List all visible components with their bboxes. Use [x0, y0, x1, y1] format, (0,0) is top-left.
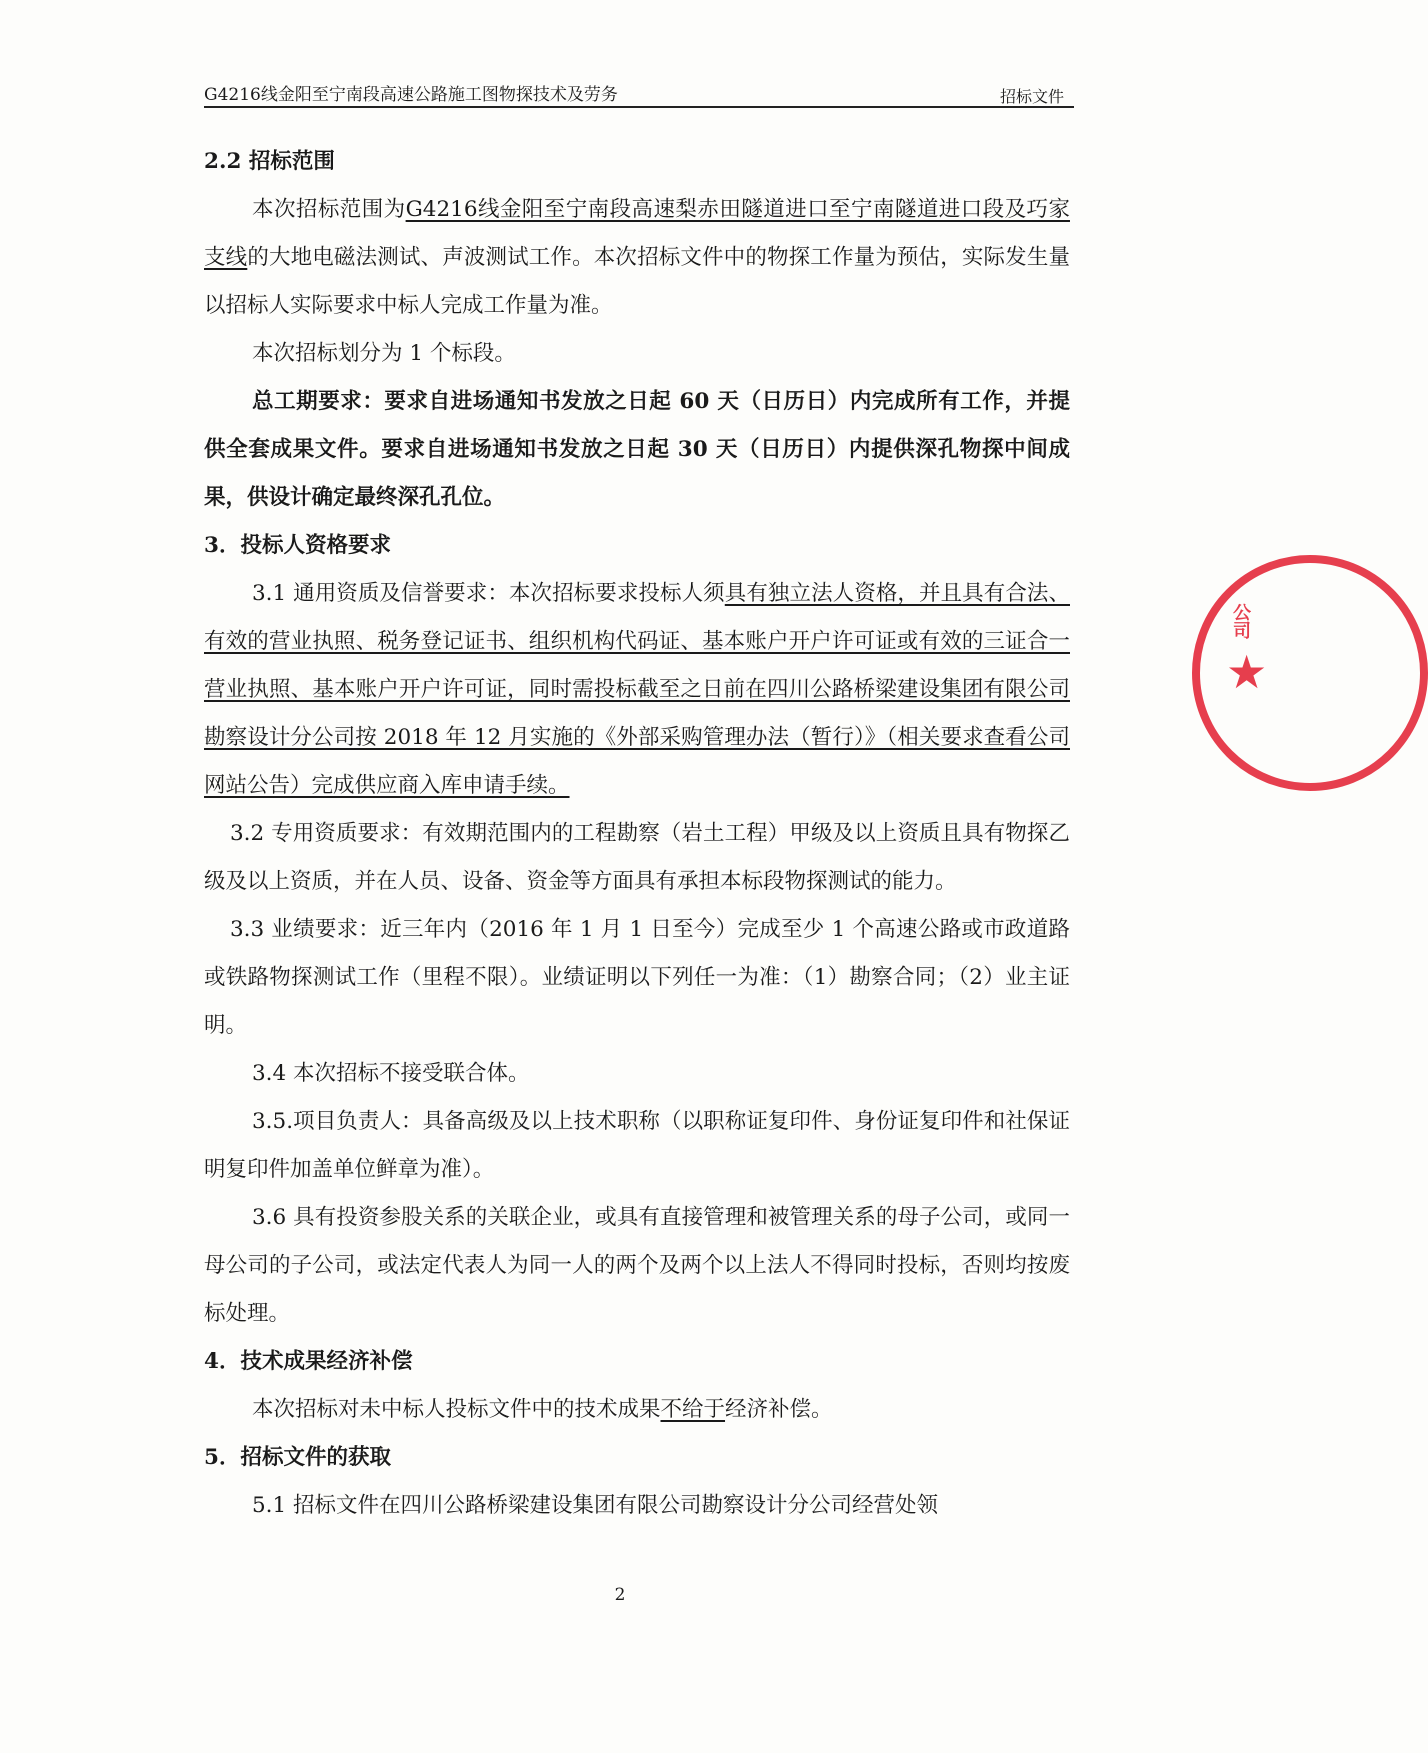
schedule-requirement: 总工期要求：要求自进场通知书发放之日起 60 天（日历日）内完成所有工作，并提供全套成果文件。要求自进场通知书发放之日起 30 天（日历日）内提供深孔物探中间成果，供设计确定最终深孔孔位。: [204, 389, 1070, 510]
section-5-heading: 5．招标文件的获取: [204, 1445, 391, 1470]
requirement-3-6: 3.6 具有投资参股关系的关联企业，或具有直接管理和被管理关系的母子公司，或同一母公司的子公司，或法定代表人为同一人的两个及两个以上法人不得同时投标，否则均按废标处理。: [204, 1205, 1070, 1326]
requirement-3-2: 3.2 专用资质要求：有效期范围内的工程勘察（岩土工程）甲级及以上资质且具有物探乙级及以上资质，并在人员、设备、资金等方面具有承担本标段物探测试的能力。: [204, 821, 1070, 894]
requirement-3-4: 3.4 本次招标不接受联合体。: [252, 1061, 530, 1086]
star-icon: ★: [1226, 645, 1268, 699]
section-4-heading: 4．技术成果经济补偿: [204, 1349, 413, 1374]
stamp-text: 公司: [1230, 603, 1251, 639]
header-title: G4216线金阳至宁南段高速公路施工图物探技术及劳务: [204, 85, 618, 105]
section-2-2-heading: 2.2 招标范围: [204, 149, 335, 174]
text-span: 3.1 通用资质及信誉要求：本次招标要求投标人须: [252, 581, 725, 606]
text-span: 经济补偿。: [725, 1397, 833, 1422]
requirement-3-5: 3.5.项目负责人：具备高级及以上技术职称（以职称证复印件、身份证复印件和社保证明复印件加盖单位鲜章为准）。: [204, 1109, 1070, 1182]
header-doc-type: 招标文件: [999, 87, 1064, 106]
section-4-paragraph: [204, 1386, 1070, 1434]
requirement-3-1: [204, 570, 1070, 810]
company-seal-stamp: [1192, 555, 1428, 791]
page-header: [204, 78, 1074, 108]
section-2-2-paragraph-2: 本次招标划分为 1 个标段。: [252, 341, 516, 366]
page-number: 2: [614, 1585, 626, 1605]
section-3-heading: 3．投标人资格要求: [204, 533, 391, 558]
requirement-3-1-underlined: 具有独立法人资格，并且具有合法、有效的营业执照、税务登记证书、组织机构代码证、基本账户开户许可证或有效的三证合一营业执照、基本账户开户许可证，同时需投标截至之日前在四川公路桥梁建设集团有限公司勘察设计分公司按 2018 年 12 月实施的《外部采购管理办法（暂行）》（相关要求查看公司网站公告）完成供应商入库申请手续。: [204, 581, 1070, 798]
document-body: [204, 138, 1070, 1530]
text-span: 的大地电磁法测试、声波测试工作。本次招标文件中的物探工作量为预估，实际发生量以招标人实际要求中标人完成工作量为准。: [204, 245, 1070, 318]
text-span: 本次招标对未中标人投标文件中的技术成果: [252, 1397, 661, 1422]
scope-underlined: G4216线金阳至宁南段高速梨赤田隧道进口至宁南隧道进口段及巧家支线: [204, 197, 1070, 270]
text-span: 本次招标范围为: [252, 197, 406, 222]
requirement-3-3: 3.3 业绩要求：近三年内（2016 年 1 月 1 日至今）完成至少 1 个高速公路或市政道路或铁路物探测试工作（里程不限）。业绩证明以下列任一为准：（1）勘察合同；（2）业主证明。: [204, 917, 1070, 1038]
no-compensation-underlined: 不给于: [660, 1397, 726, 1422]
section-5-1-paragraph: 5.1 招标文件在四川公路桥梁建设集团有限公司勘察设计分公司经营处领: [252, 1493, 939, 1518]
section-2-2-paragraph-1: [204, 186, 1070, 330]
